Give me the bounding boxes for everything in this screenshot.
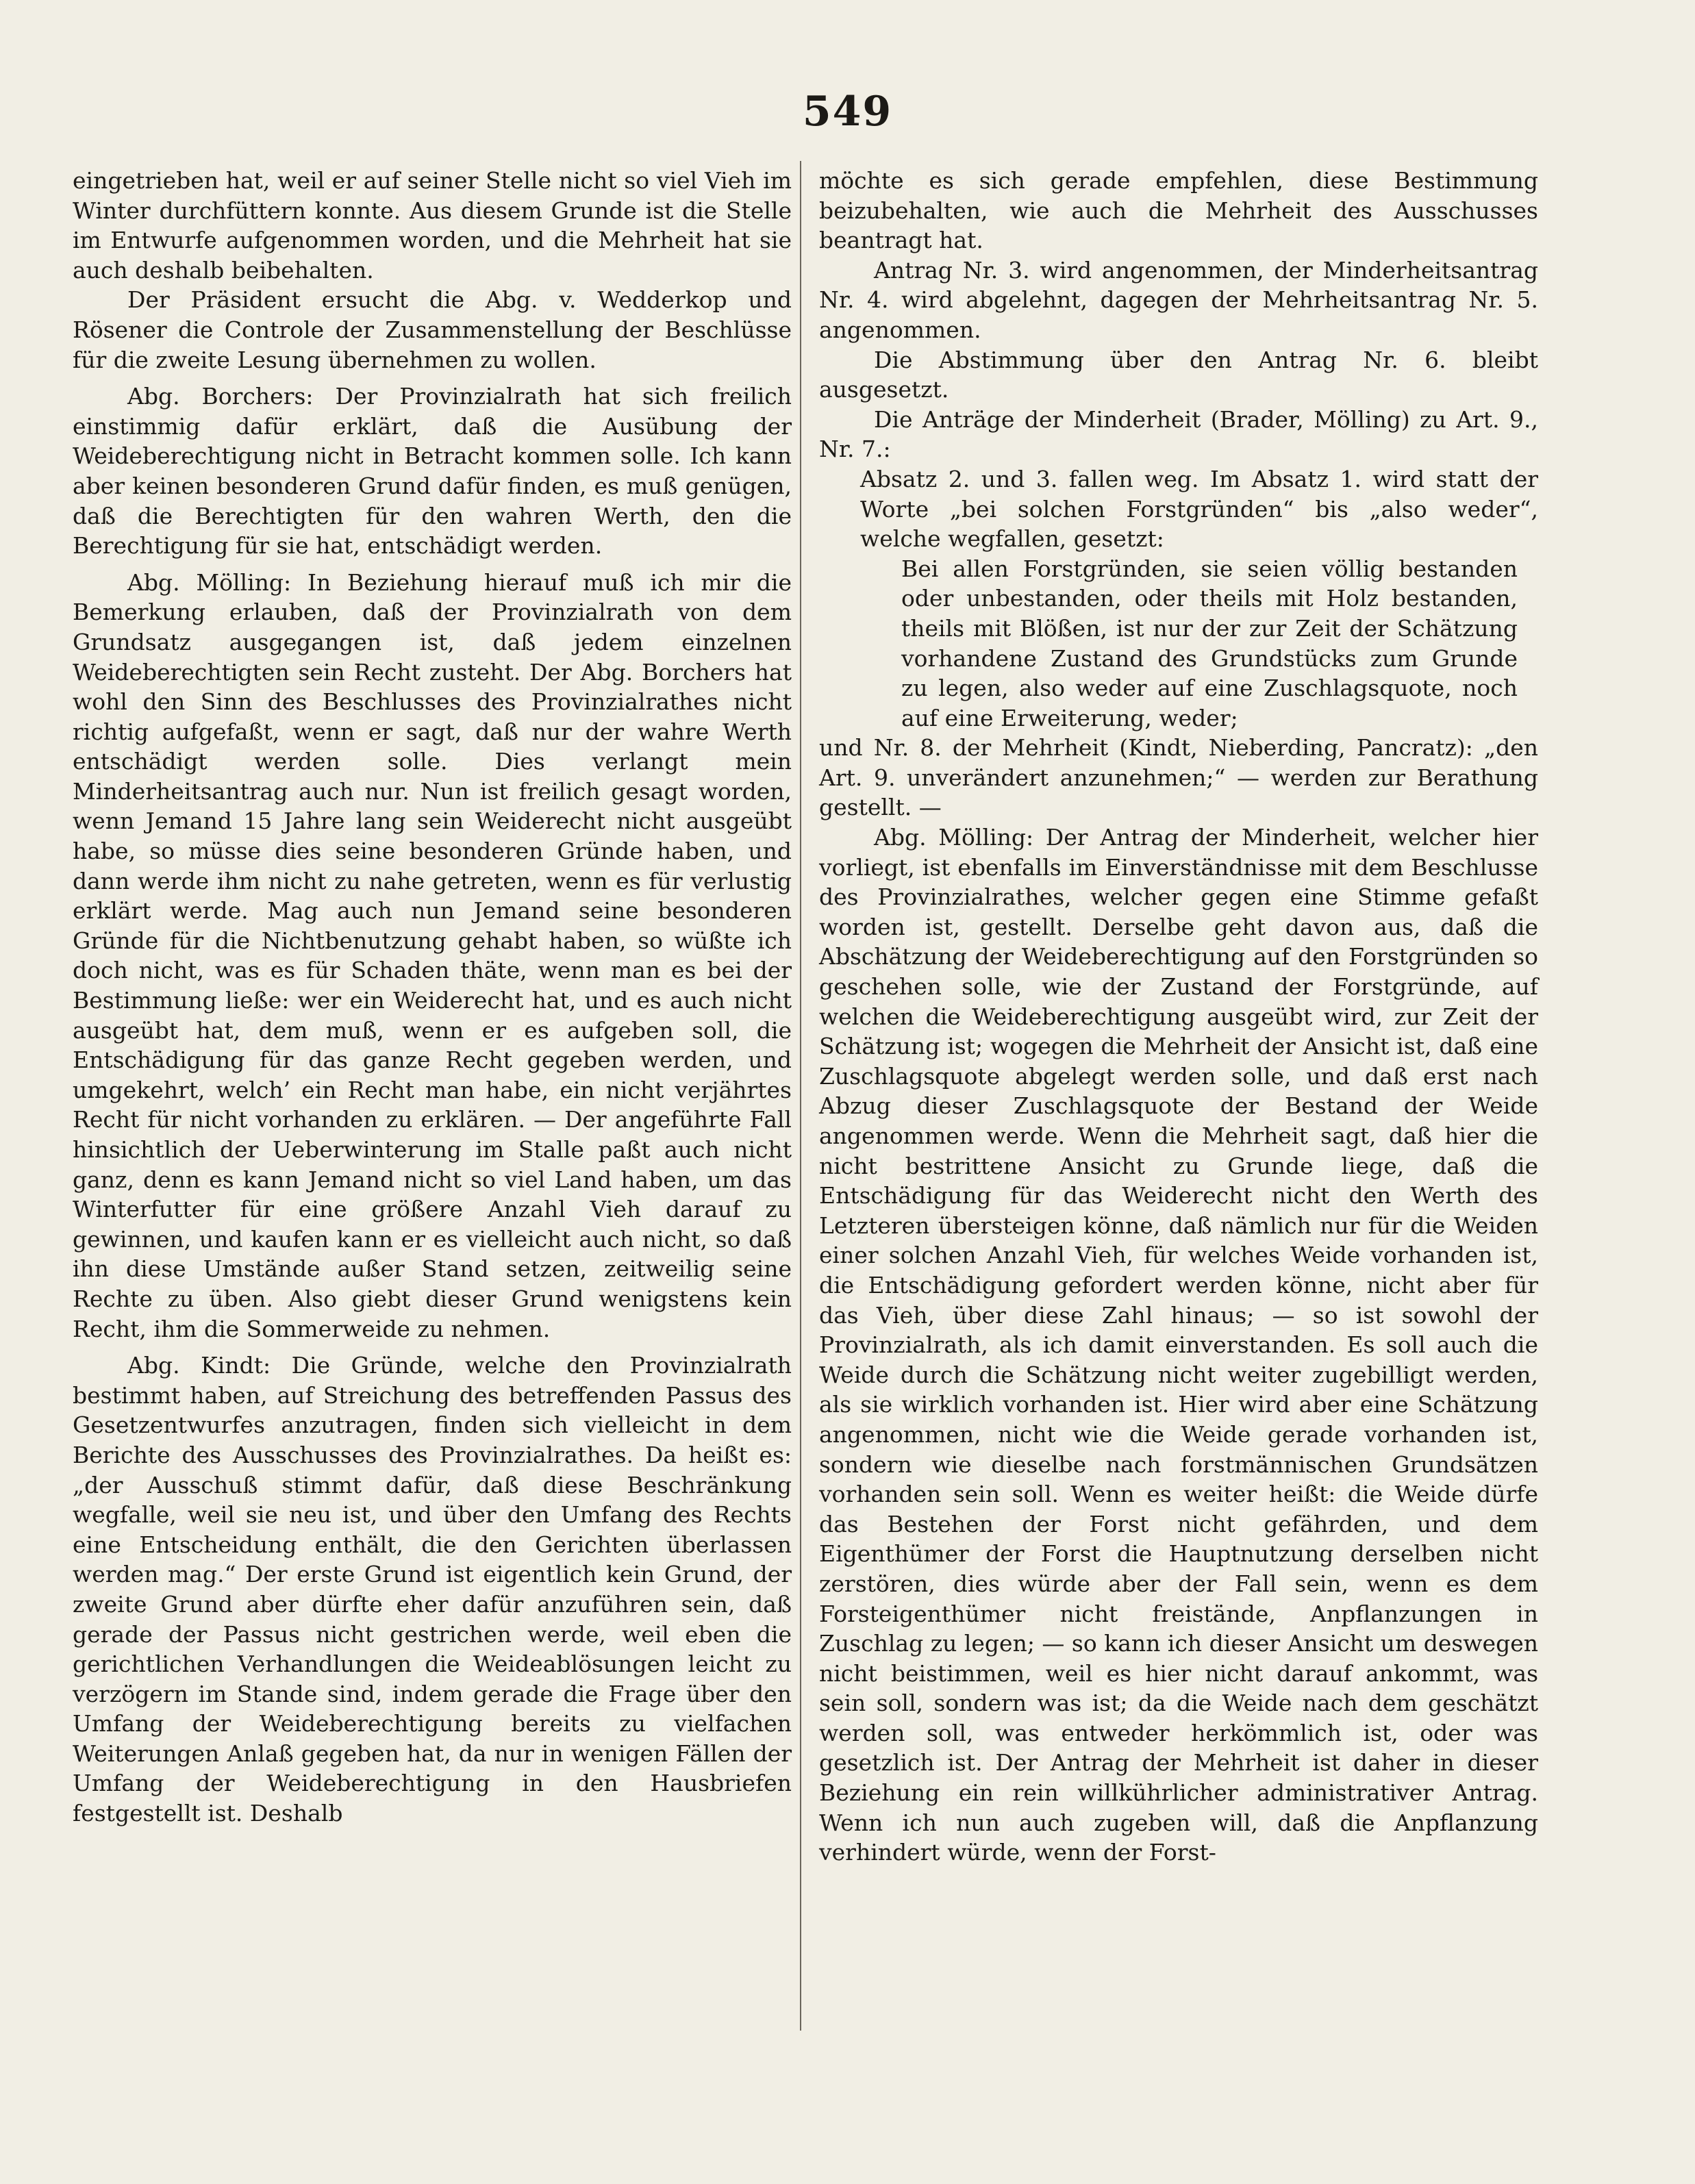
paragraph: und Nr. 8. der Mehrheit (Kindt, Nieberding, Pancratz): „den Art. 9. unverändert anzunehmen;“ — werden zur Berathung gestellt. — (819, 734, 1538, 821)
quoted-text: Bei allen Forstgründen, sie seien völlig bestanden oder unbestanden, oder theils mit Holz bestanden, theils mit Blößen, ist nur der zur Zeit der Schätzung vorhandene Zustand des Grundstücks zum Grunde zu legen, also weder auf eine Zuschlagsquote, noch auf eine Erweiterung, weder; (901, 555, 1518, 731)
paragraph: eingetrieben hat, weil er auf seiner Stelle nicht so viel Vieh im Winter durchfüttern konnte. Aus diesem Grunde ist die Stelle im Entwurfe aufgenommen worden, und die Mehrheit hat sie auch deshalb beibehalten. (73, 167, 792, 284)
left-column (73, 166, 792, 1829)
paragraph: Abg. Kindt: Die Gründe, welche den Provinzialrath bestimmt haben, auf Streichung des betreffenden Passus des Gesetzentwurfes anzutragen, finden sich vielleicht in dem Berichte des Ausschusses des Provinzialrathes. Da heißt es: „der Ausschuß stimmt dafür, daß diese Beschränkung wegfalle, weil sie neu ist, und über den Umfang des Rechts eine Entscheidung enthält, die den Gerichten überlassen werden mag.“ Der erste Grund ist eigentlich kein Grund, der zweite Grund aber dürfte eher dafür anzuführen sein, daß gerade der Passus nicht gestrichen werde, weil eben die gerichtlichen Verhandlungen die Weideablösungen leicht zu verzögern im Stande sind, indem gerade die Frage über den Umfang der Weideberechtigung bereits zu vielfachen Weiterungen Anlaß gegeben hat, da nur in wenigen Fällen der Umfang der Weideberechtigung in den Hausbriefen festgestellt ist. Deshalb (73, 1352, 792, 1827)
paragraph: Abg. Borchers: Der Provinzialrath hat sich freilich einstimmig dafür erklärt, daß die Ausübung der Weideberechtigung nicht in Betracht kommen solle. Ich kann aber keinen besonderen Grund dafür finden, es muß genügen, daß die Berechtigten für den wahren Werth, den die Berechtigung für sie hat, entschädigt werden. (73, 383, 792, 560)
motion-text: Absatz 2. und 3. fallen weg. Im Absatz 1. wird statt der Worte „bei solchen Forstgründen“ bis „also weder“, welche wegfallen, gesetzt: (860, 465, 1538, 553)
paragraph: möchte es sich gerade empfehlen, diese Bestimmung beizubehalten, wie auch die Mehrheit des Ausschusses beantragt hat. (819, 167, 1538, 254)
paragraph: Die Abstimmung über den Antrag Nr. 6. bleibt ausgesetzt. (819, 346, 1538, 403)
page-number: 549 (802, 88, 893, 136)
paragraph: Antrag Nr. 3. wird angenommen, der Minderheitsantrag Nr. 4. wird abgelehnt, dagegen der Mehrheitsantrag Nr. 5. angenommen. (819, 256, 1538, 343)
paragraph: Abg. Mölling: In Beziehung hierauf muß ich mir die Bemerkung erlauben, daß der Provinzialrath von dem Grundsatz ausgegangen ist, daß jedem einzelnen Weideberechtigten sein Recht zusteht. Der Abg. Borchers hat wohl den Sinn des Beschlusses des Provinzialrathes nicht richtig aufgefaßt, wenn er sagt, daß nur der wahre Werth entschädigt werden solle. Dies verlangt mein Minderheitsantrag auch nur. Nun ist freilich gesagt worden, wenn Jemand 15 Jahre lang sein Weiderecht nicht ausgeübt habe, so müsse dies seine besonderen Gründe haben, und dann werde ihm nicht zu nahe getreten, wenn es für verlustig erklärt werde. Mag auch nun Jemand seine besonderen Gründe für die Nichtbenutzung gehabt haben, so wüßte ich doch nicht, was es für Schaden thäte, wenn man es bei der Bestimmung ließe: wer ein Weiderecht hat, und es auch nicht ausgeübt hat, dem muß, wenn er es aufgeben soll, die Entschädigung für das ganze Recht gegeben werden, und umgekehrt, welch’ ein Recht man habe, ein nicht verjährtes Recht für nicht vorhanden zu erklären. — Der angeführte Fall hinsichtlich der Ueberwinterung im Stalle paßt auch nicht ganz, denn es kann Jemand nicht so viel Land haben, um das Winterfutter für eine größere Anzahl Vieh darauf zu gewinnen, und kaufen kann er es vielleicht auch nicht, so daß ihn diese Umstände außer Stand setzen, zeitweilig seine Rechte zu üben. Also giebt dieser Grund wenigstens kein Recht, ihm die Sommerweide zu nehmen. (73, 568, 792, 1342)
right-column (819, 166, 1538, 1868)
paragraph: Die Anträge der Minderheit (Brader, Mölling) zu Art. 9., Nr. 7.: (819, 405, 1538, 463)
column-divider (800, 161, 801, 2031)
paragraph: Der Präsident ersucht die Abg. v. Wedderkop und Rösener die Controle der Zusammenstellung der Beschlüsse für die zweite Lesung übernehmen zu wollen. (73, 286, 792, 373)
paragraph: Abg. Mölling: Der Antrag der Minderheit, welcher hier vorliegt, ist ebenfalls im Einverständnisse mit dem Beschlusse des Provinzialrathes, welcher gegen eine Stimme gefaßt worden ist, gestellt. Derselbe geht davon aus, daß die Abschätzung der Weideberechtigung auf den Forstgründen so geschehen solle, wie der Zustand der Forstgründe, auf welchen die Weideberechtigung ausgeübt wird, zur Zeit der Schätzung ist; wogegen die Mehrheit der Ansicht ist, daß eine Zuschlagsquote abgelegt werden solle, und daß erst nach Abzug dieser Zuschlagsquote der Bestand der Weide angenommen werde. Wenn die Mehrheit sagt, daß hier die nicht bestrittene Ansicht zu Grunde liege, daß die Entschädigung für das Weiderecht nicht den Werth des Letzteren übersteigen könne, daß nämlich nur für die Weiden einer solchen Anzahl Vieh, für welches Weide vorhanden ist, die Entschädigung gefordert werden könne, nicht aber für das Vieh, über diese Zahl hinaus; — so ist sowohl der Provinzialrath, als ich damit einverstanden. Es soll auch die Weide durch die Schätzung nicht weiter zugebilligt werden, als sie wirklich vorhanden ist. Hier wird aber eine Schätzung angenommen, nicht wie die Weide gerade vorhanden ist, sondern wie dieselbe nach forstmännischen Grundsätzen vorhanden sein soll. Wenn es weiter heißt: die Weide dürfe das Bestehen der Forst nicht gefährden, und dem Eigenthümer der Forst die Hauptnutzung derselben nicht zerstören, dies würde aber der Fall sein, wenn es dem Forsteigenthümer nicht freistände, Anpflanzungen in Zuschlag zu legen; — so kann ich dieser Ansicht um deswegen nicht beistimmen, weil es hier nicht darauf ankommt, was sein soll, sondern was ist; da die Weide nach dem geschätzt werden soll, was entweder herkömmlich ist, oder was gesetzlich ist. Der Antrag der Mehrheit ist daher in dieser Beziehung ein rein willkührlicher administrativer Antrag. Wenn ich nun auch zugeben will, daß die Anpflanzung verhindert würde, wenn der Forst- (819, 824, 1538, 1866)
